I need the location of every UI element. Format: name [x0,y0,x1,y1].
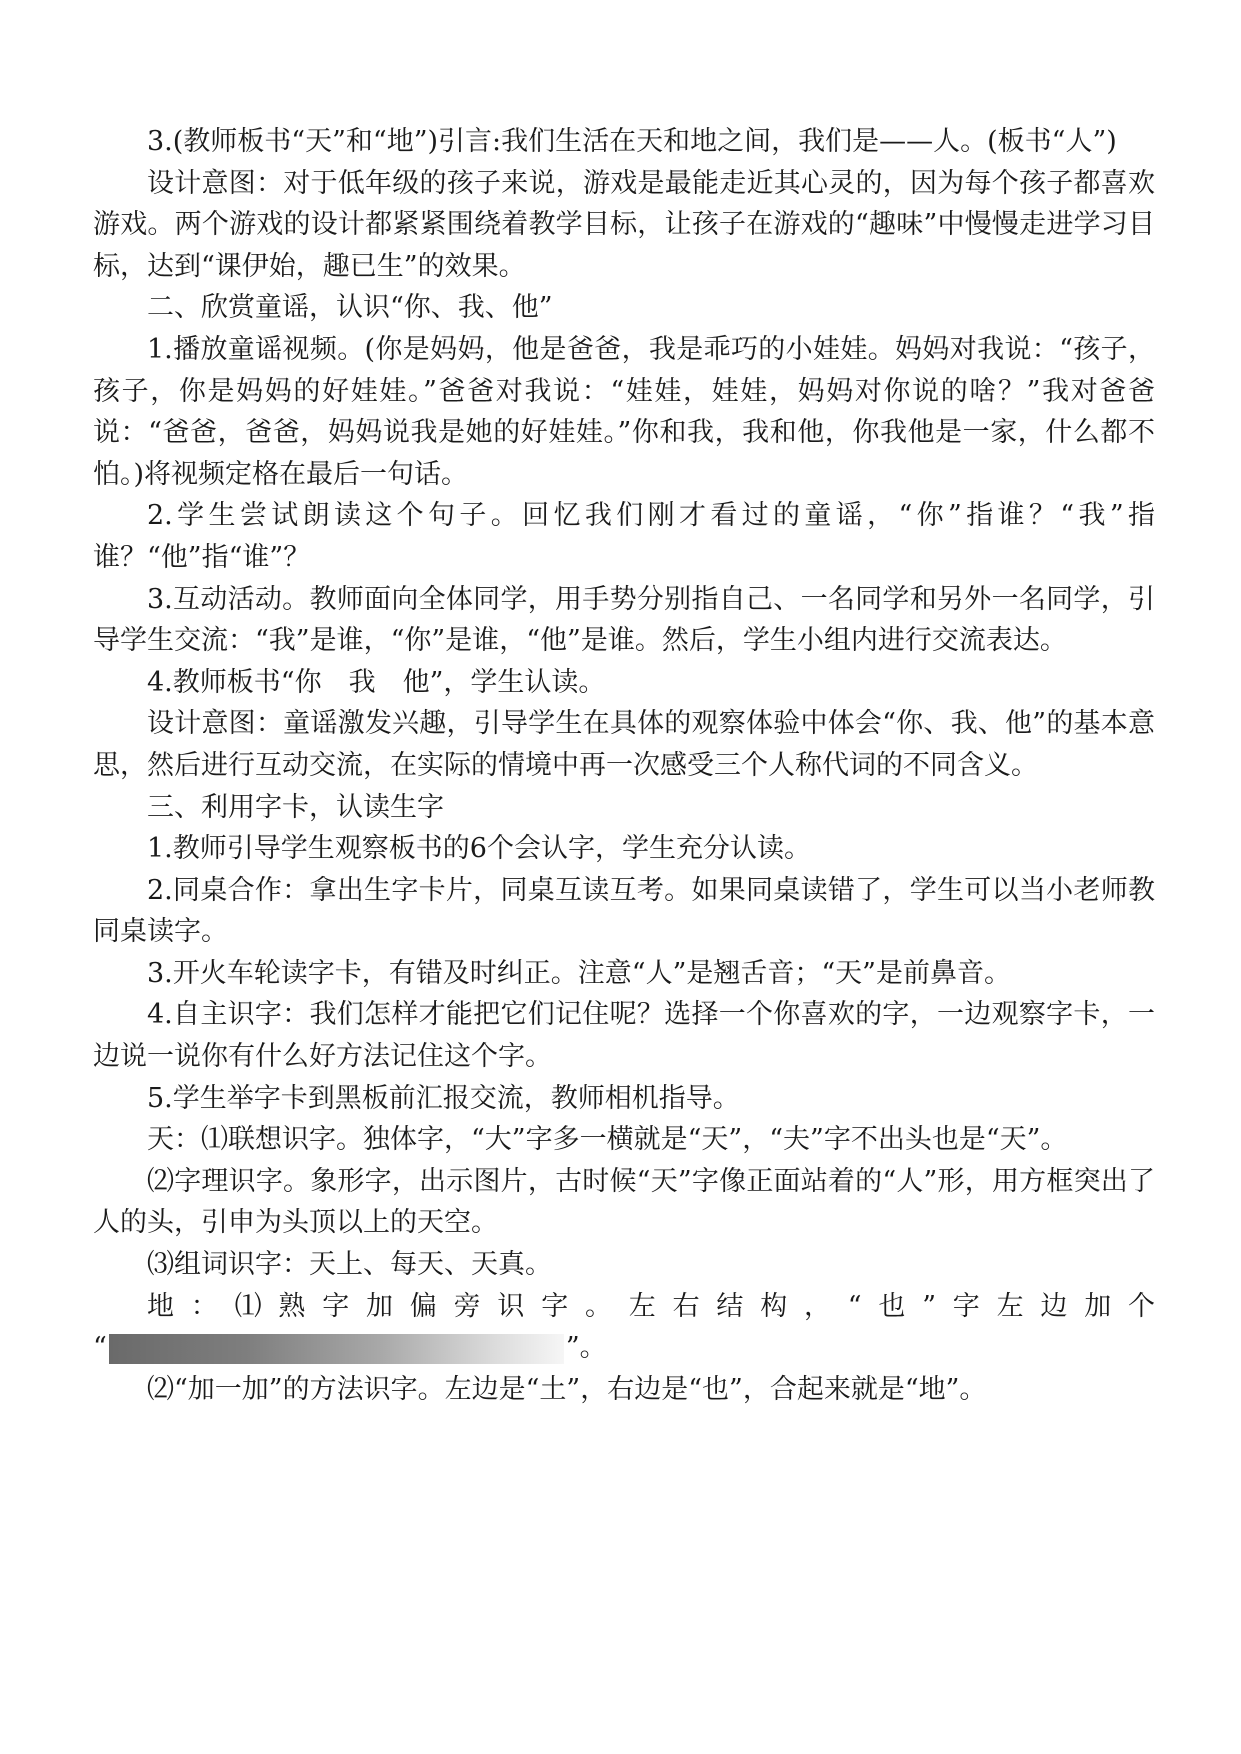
paragraph-observe-characters: 1.教师引导学生观察板书的6个会认字，学生充分认读。 [147,833,811,865]
paragraph-interactive-activity: 3.互动活动。教师面向全体同学，用手势分别指自己、一名同学和另外一名同学，引导学生交流：“我”是谁，“你”是谁，“他”是谁。然后，学生小组内进行交流表达。 [93,583,1155,657]
open-quote: “ [93,1332,107,1364]
paragraph-report-exchange: 5.学生举字卡到黑板前汇报交流，教师相机指导。 [147,1082,740,1114]
paragraph-desk-mate-cooperation: 2.同桌合作：拿出生字卡片，同桌互读互考。如果同桌读错了，学生可以当小老师教同桌读字。 [93,874,1155,948]
paragraph-read-sentence: 2.学生尝试朗读这个句子。回忆我们刚才看过的童谣，“你”指谁？“我”指谁？“他”指“谁”？ [93,500,1155,573]
paragraph-board-writing-pronouns: 4.教师板书“你 我 他”，学生认读。 [147,666,606,698]
close-quote: ”。 [565,1332,607,1364]
paragraph-play-video: 1.播放童谣视频。(你是妈妈，他是爸爸，我是乖巧的小娃娃。妈妈对我说：“孩子，孩子，你是妈妈的好娃娃。”爸爸对我说：“娃娃，娃娃，妈妈对你说的啥？”我对爸爸说：“爸爸，爸爸，妈妈说我是她的好娃娃。”你和我，我和他，你我他是一家，什么都不怕。)将视频定格在最后一句话。 [93,333,1155,490]
paragraph-tian-association: 天：⑴联想识字。独体字，“大”字多一横就是“天”，“夫”字不出头也是“天”。 [147,1124,1068,1156]
paragraph-self-recognition: 4.自主识字：我们怎样才能把它们记住呢？选择一个你喜欢的字，一边观察字卡，一边说一说你有什么好方法记住这个字。 [93,999,1155,1073]
redaction-block [109,1334,564,1364]
paragraph-di-addition-method: ⑵“加一加”的方法识字。左边是“土”，右边是“也”，合起来就是“地”。 [147,1373,987,1405]
paragraph-design-intent-games: 设计意图：对于低年级的孩子来说，游戏是最能走近其心灵的，因为每个孩子都喜欢游戏。两个游戏的设计都紧紧围绕着教学目标，让孩子在游戏的“趣味”中慢慢走进学习目标，达到“课伊始，趣已生”的效果。 [93,167,1155,282]
paragraph-train-reading: 3.开火车轮读字卡，有错及时纠正。注意“人”是翘舌音；“天”是前鼻音。 [147,957,1011,989]
paragraph-di-radical-line: 地：⑴熟字加偏旁识字。左右结构，“也”字左边加个 [147,1290,1155,1322]
section-heading-nursery-rhyme: 二、欣赏童谣，认识“你、我、他” [147,292,553,324]
paragraph-tian-pictograph: ⑵字理识字。象形字，出示图片，古时候“天”字像正面站着的“人”形，用方框突出了人的头，引申为头顶以上的天空。 [93,1165,1155,1239]
paragraph-di-redacted-line [93,1327,1155,1369]
paragraph-design-intent-rhyme: 设计意图：童谣激发兴趣，引导学生在具体的观察体验中体会“你、我、他”的基本意思，然后进行互动交流，在实际的情境中再一次感受三个人称代词的不同含义。 [93,708,1155,781]
document-body [93,121,1155,1410]
paragraph-tian-word-groups: ⑶组词识字：天上、每天、天真。 [147,1249,552,1281]
paragraph-board-writing-intro: 3.(教师板书“天”和“地”)引言:我们生活在天和地之间，我们是——人。(板书“人”) [147,126,1117,157]
section-heading-word-cards: 三、利用字卡，认读生字 [147,791,444,823]
